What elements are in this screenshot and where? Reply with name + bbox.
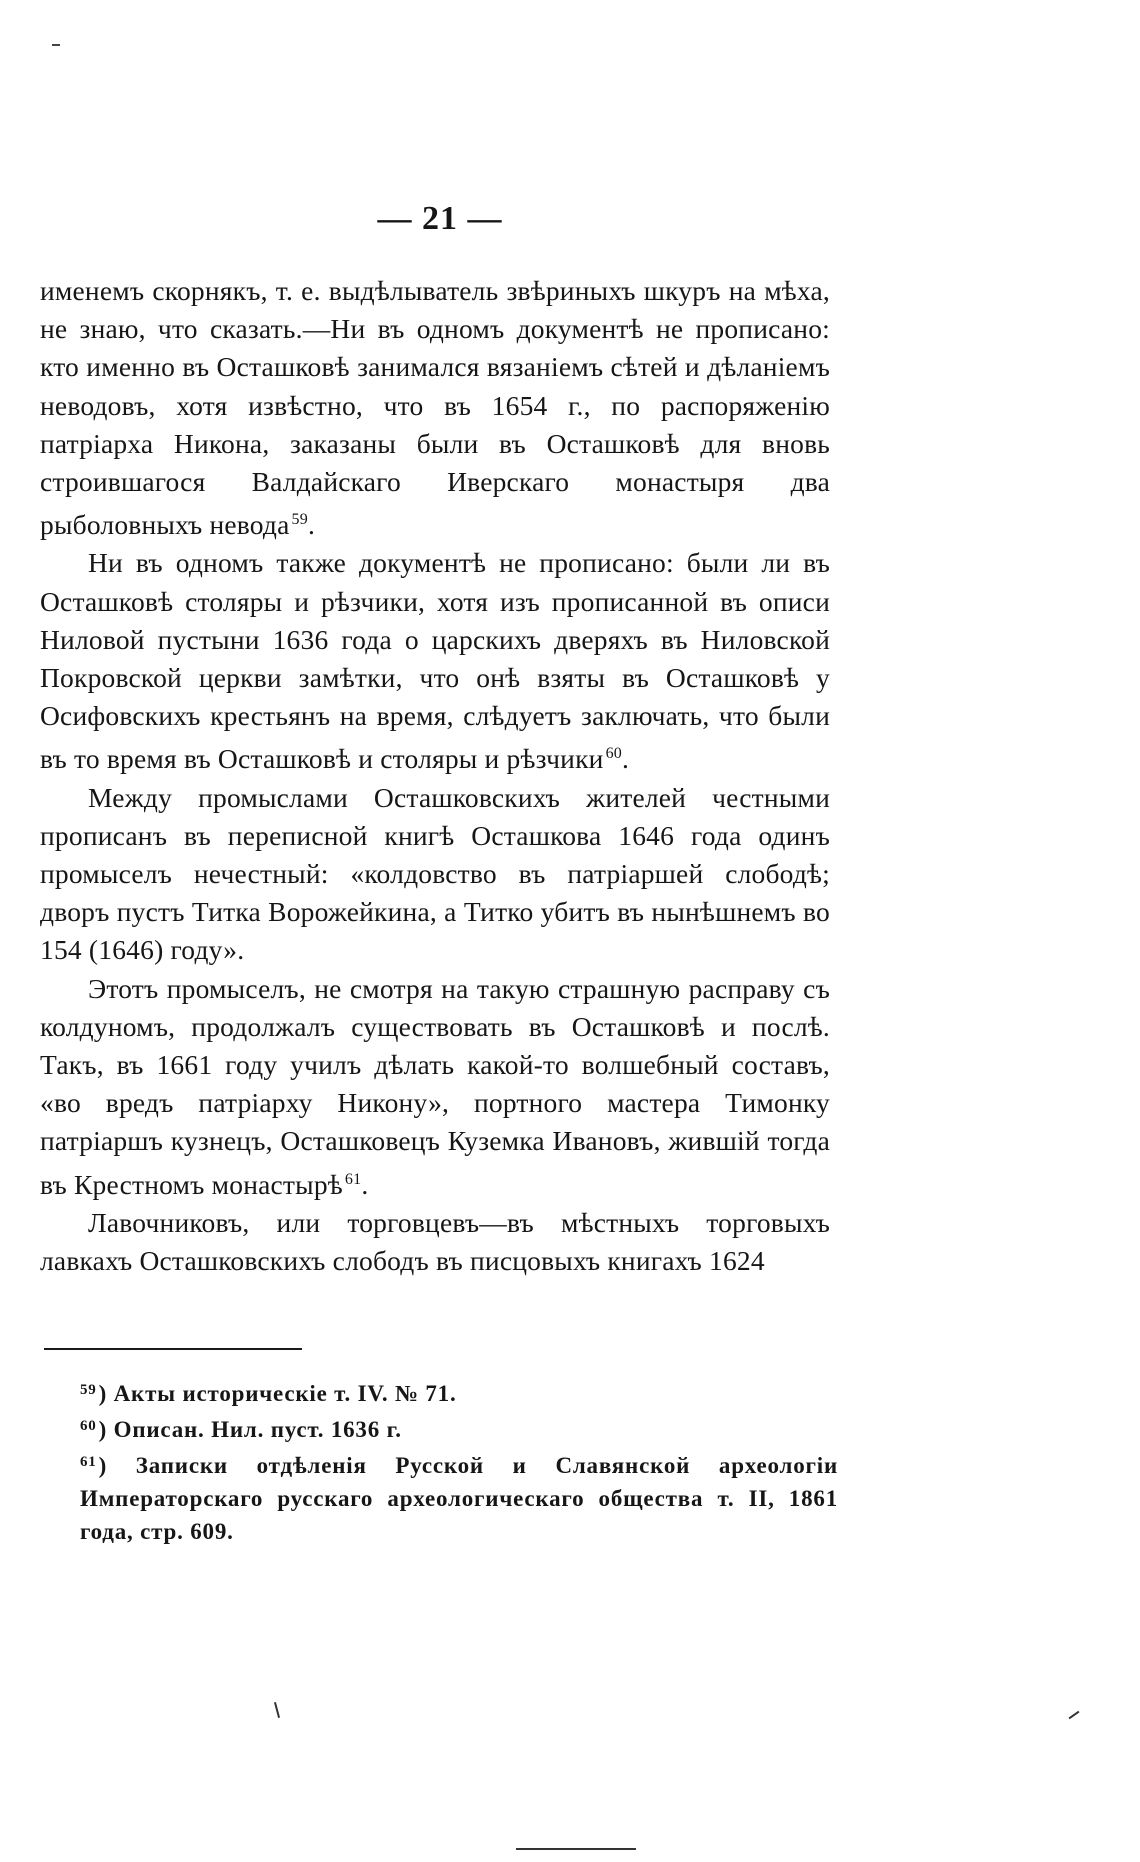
footnote-paren: ) [98, 1417, 114, 1442]
paragraph-4 [40, 970, 830, 1204]
paragraph-tail: . [361, 1168, 369, 1200]
footnote-paren: ) [98, 1453, 136, 1478]
paragraph-2 [40, 544, 830, 778]
footnote-divider [44, 1348, 302, 1350]
paragraph-tail: . [307, 509, 316, 541]
footnote-mark: 61 [80, 1454, 97, 1470]
paragraph-text: Лавочниковъ, или торговцевъ—въ мѣстныхъ торговыхъ лавкахъ Осташковскихъ слободъ въ писцовыхъ книгахъ 1624 [40, 1206, 830, 1277]
scan-speck-mark [1069, 1711, 1080, 1720]
scan-speck-mark [52, 44, 60, 46]
scan-speck-mark [274, 1702, 280, 1718]
footnote-text: Акты историческіе т. IV. № 71. [113, 1381, 457, 1406]
footnote-paren: ) [98, 1381, 114, 1406]
paragraph-1 [40, 272, 830, 544]
paragraph-text: именемъ скорнякъ, т. е. выдѣлыватель звѣриныхъ шкуръ на мѣха, не знаю, что сказать.—Ни въ одномъ документѣ не прописано: кто именно въ Осташковѣ занимался вязаніемъ сѣтей и дѣланіемъ неводовъ, хотя извѣстно, что въ 1654 г., по распоряженію патріарха Никона, заказаны были въ Осташковѣ для вновь строившагося Валдайскаго Иверскаго монастыря два рыболовныхъ невода [40, 275, 830, 541]
paragraph-text: Ни въ одномъ также документѣ не прописано: были ли въ Осташковѣ столяры и рѣзчики, хотя изъ прописанной въ описи Ниловой пустыни 1636 года о царскихъ дверяхъ въ Ниловской Покровской церкви замѣтки, что онѣ взяты въ Осташковѣ у Осифовскихъ крестьянъ на время, слѣдуетъ заключать, что были въ то время въ Осташковѣ и столяры и рѣзчики [40, 547, 830, 775]
footnote-text: Записки отдѣленія Русской и Славянской археологіи Императорскаго русскаго археологическаго общества т. II, 1861 года, стр. 609. [80, 1453, 839, 1544]
footnote-mark: 60 [80, 1418, 97, 1434]
footnotes [44, 1374, 838, 1548]
page-number: — 21 — [377, 200, 503, 237]
footnote-text: Описан. Нил. пуст. 1636 г. [113, 1417, 402, 1442]
body-text [40, 272, 830, 1280]
bottom-rule [516, 1848, 636, 1850]
paragraph-text: Этотъ промыселъ, не смотря на такую страшную расправу съ колдуномъ, продолжалъ существовать въ Осташковѣ и послѣ. Такъ, въ 1661 году училъ дѣлать какой-то волшебный составъ, «во вредъ патріарху Никону», портного мастера Тимонку патріаршъ кузнецъ, Осташковецъ Куземка Ивановъ, жившій тогда въ Крестномъ монастырѣ [40, 972, 830, 1200]
footnote-ref: 61 [344, 1170, 362, 1188]
paragraph-5 [40, 1204, 830, 1280]
paragraph-text: Между промыслами Осташковскихъ жителей честными прописанъ въ переписной книгѣ Осташкова 1646 года одинъ промыселъ нечестный: «колдовство въ патріаршей слободѣ; дворъ пустъ Титка Ворожейкина, а Титко убитъ въ нынѣшнемъ во 154 (1646) году». [40, 781, 830, 966]
footnote-61 [44, 1446, 838, 1548]
footnote-mark: 59 [80, 1382, 97, 1398]
footnote-59 [44, 1374, 838, 1410]
paragraph-tail: . [621, 743, 630, 775]
paragraph-3 [40, 779, 830, 970]
footnote-60 [44, 1410, 838, 1446]
footnote-ref: 59 [291, 511, 308, 529]
footnote-ref: 60 [605, 745, 622, 763]
